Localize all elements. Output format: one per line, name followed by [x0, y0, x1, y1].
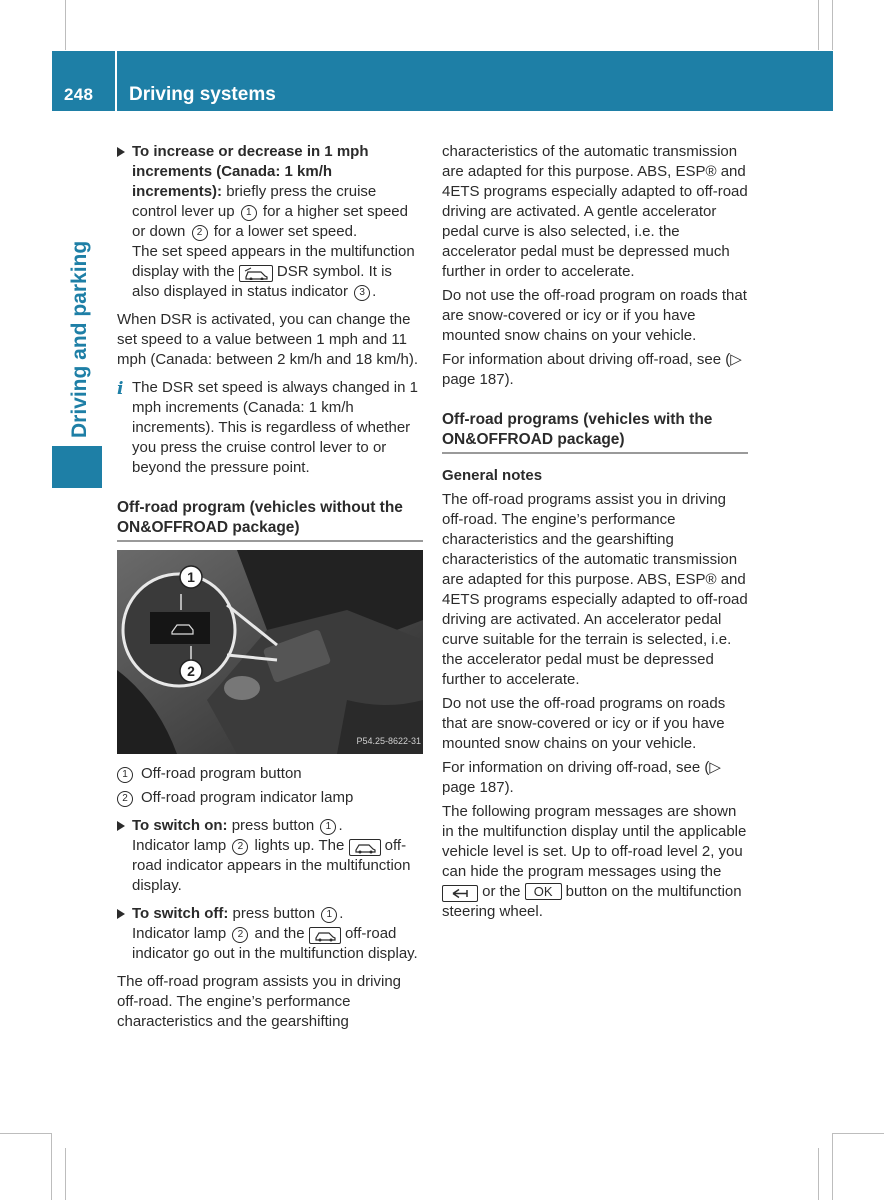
- crop-mark: [832, 1133, 833, 1200]
- header-divider: [115, 51, 117, 111]
- svg-text:2: 2: [187, 663, 195, 679]
- crop-mark: [818, 0, 819, 50]
- paragraph: The off-road programs assist you in driving off-road. The engine’s performance characteristics and the gearshifting characteristics of the automatic transmission are adapted for this purpose. ABS, ESP® and 4ETS programs especially adapted to off-road driving are activated. An accelerator pedal curve suitable for the terrain is selected, i.e. the accelerator pedal must be depressed further to accelerate.: [442, 491, 748, 688]
- legend-item: [117, 788, 423, 808]
- legend-item: [117, 764, 423, 784]
- step-text: off-road indicator go out in the multifunction display.: [132, 925, 418, 962]
- paragraph-dsr-range: When DSR is activated, you can change the set speed to a value between 1 mph and 11 mph (Canada: between 2 km/h and 18 km/h).: [117, 311, 418, 368]
- crop-mark: [818, 1148, 819, 1200]
- step-text: for a lower set speed.: [209, 223, 358, 240]
- paragraph-text: button on the multifunction steering wheel.: [442, 883, 742, 920]
- step-text: briefly press the cruise control lever up: [132, 183, 377, 220]
- bullet-triangle-icon: [117, 821, 125, 831]
- crop-mark: [65, 1148, 66, 1200]
- callout-1-icon: 1: [241, 205, 257, 221]
- dsr-car-icon: [239, 265, 273, 282]
- callout-1-icon: 1: [117, 767, 133, 783]
- paragraph-offroad-intro: The off-road program assists you in driving off-road. The engine’s performance characteristics and the gearshifting: [117, 973, 402, 1030]
- step-text: The set speed appears in the multifunction display with the: [132, 243, 415, 280]
- section-heading: Off-road programs (vehicles with the ON&OFFROAD package): [442, 410, 748, 454]
- page-number: 248: [64, 85, 94, 104]
- callout-1-icon: 1: [321, 907, 337, 923]
- crop-mark: [832, 0, 833, 50]
- paragraph-text: or the: [478, 883, 525, 900]
- offroad-car-icon: [349, 839, 381, 856]
- right-column: [442, 142, 748, 926]
- step-text: and the: [250, 925, 309, 942]
- offroad-car-icon: [309, 927, 341, 944]
- console-figure: [117, 550, 423, 754]
- bullet-triangle-icon: [117, 909, 125, 919]
- step-text: DSR symbol. It is also displayed in status indicator: [132, 263, 392, 300]
- info-note: [117, 378, 423, 478]
- side-tab-label: Driving and parking: [68, 240, 91, 438]
- step-text: lights up. The: [250, 837, 349, 854]
- paragraph-program-messages: [442, 802, 748, 922]
- callout-1-icon: 1: [320, 819, 336, 835]
- step-switch-off: [117, 904, 423, 964]
- step-text: .: [338, 817, 343, 834]
- crop-mark: [832, 1133, 884, 1134]
- step-title: To switch on:: [132, 817, 228, 834]
- figure-code: P54.25-8622-31: [356, 736, 421, 746]
- back-button-icon: [442, 885, 478, 902]
- paragraph: characteristics of the automatic transmission are adapted for this purpose. ABS, ESP® and 4ETS programs especially adapted to off-road driving are activated. A gentle accelerator pedal curve is also selected, i.e. the accelerator pedal must be depressed much further in order to accelerate.: [442, 143, 748, 280]
- step-text: press button: [227, 817, 319, 834]
- callout-2-icon: 2: [117, 791, 133, 807]
- callout-2-icon: 2: [232, 927, 248, 943]
- step-text: off-road indicator appears in the multifunction display.: [132, 837, 411, 894]
- step-text: for a higher set speed or down: [132, 203, 408, 240]
- bullet-triangle-icon: [117, 147, 125, 157]
- callout-2-icon: 2: [232, 839, 248, 855]
- section-title: Driving systems: [129, 84, 276, 105]
- svg-text:1: 1: [187, 569, 195, 585]
- step-title: To increase or decrease in 1 mph increments (Canada: 1 km/h increments):: [132, 143, 369, 200]
- ok-button-symbol: OK: [525, 883, 562, 900]
- step-text: Indicator lamp: [132, 837, 231, 854]
- callout-3-icon: 3: [354, 285, 370, 301]
- crop-mark: [51, 1133, 52, 1200]
- step-text: .: [372, 283, 377, 300]
- paragraph: Do not use the off-road program on roads that are snow-covered or icy or if you have mounted snow chains on your vehicle.: [442, 287, 747, 344]
- step-increase-decrease: [117, 142, 423, 302]
- step-title: To switch off:: [132, 905, 229, 922]
- crop-mark: [65, 0, 66, 50]
- section-heading: Off-road program (vehicles without the ON&OFFROAD package): [117, 498, 423, 542]
- info-icon: i: [117, 379, 124, 399]
- subheading: General notes: [442, 467, 543, 484]
- paragraph: Do not use the off-road programs on roads that are snow-covered or icy or if you have mounted snow chains on your vehicle.: [442, 695, 726, 752]
- paragraph-text: The following program messages are shown in the multifunction display until the applicable vehicle level is set. Up to off-road level 2, you can hide the program messages using the: [442, 803, 747, 880]
- callout-2-icon: 2: [192, 225, 208, 241]
- note-text: The DSR set speed is always changed in 1 mph increments (Canada: 1 km/h increments). This is regardless of whether you press the cruise control lever to or beyond the pressure point.: [132, 379, 418, 476]
- side-tab-marker: [52, 446, 102, 488]
- step-text: press button: [228, 905, 320, 922]
- console-illustration: [117, 550, 423, 754]
- crop-mark: [0, 1133, 52, 1134]
- left-column: [117, 142, 423, 1036]
- step-switch-on: [117, 816, 423, 896]
- step-text: .: [339, 905, 344, 922]
- legend-text: Off-road program button: [141, 765, 302, 782]
- paragraph: For information about driving off-road, see (▷ page 187).: [442, 351, 742, 388]
- step-text: Indicator lamp: [132, 925, 231, 942]
- paragraph: For information on driving off-road, see (▷ page 187).: [442, 759, 721, 796]
- legend-text: Off-road program indicator lamp: [141, 789, 354, 806]
